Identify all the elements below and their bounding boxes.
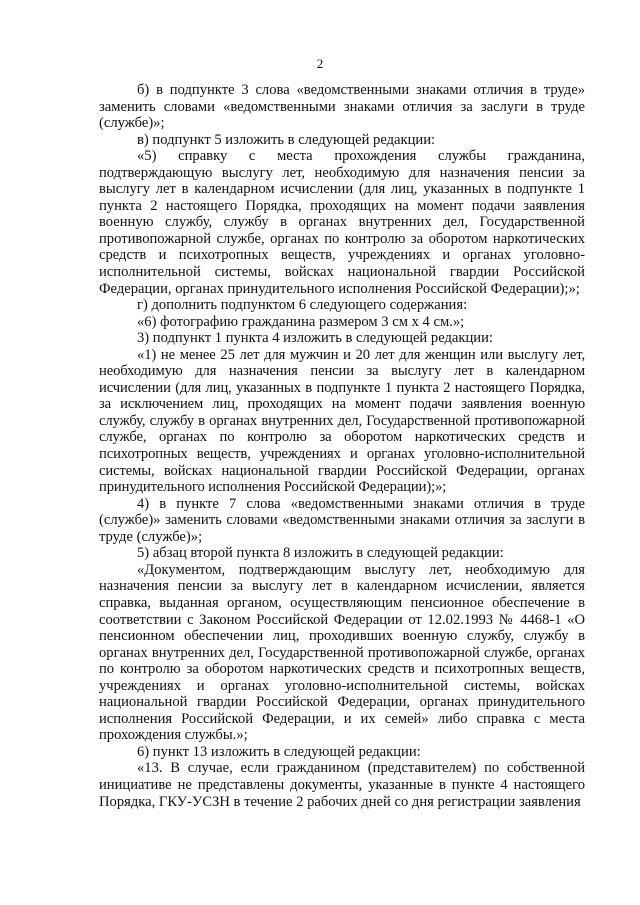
page-number: 2 bbox=[316, 56, 324, 71]
paragraph-item-8-text: «Документом, подтверждающим выслугу лет, необходимую для назначения пенсии за выслугу лет в календарном исчислении, является справка, выданная органом, осуществляющим пенсионное обеспечение в соответствии с Законом Российской Федерации от 12.02.1993 № 4468-1 «О пенсионном обеспечении лиц, проходивших военную службу, службу в органах внутренних дел, Государственной противопожарной службе, органах по контролю за оборотом наркотических средств и психотропных веществ, учреждениях и органах уголовно-исполнительной системы, войсках национальной гвардии Российской Федерации, органах принудительного исполнения Российской Федерации, и их семей» либо справка с места прохождения службы.»; bbox=[99, 561, 585, 744]
paragraph-item-6-intro: 6) пункт 13 изложить в следующей редакции: bbox=[137, 743, 421, 760]
document-body bbox=[99, 82, 585, 810]
paragraph-item-5-intro: 5) абзац второй пункта 8 изложить в следующей редакции: bbox=[137, 545, 504, 562]
paragraph-subpoint-1-text: «1) не менее 25 лет для мужчин и 20 лет для женщин или выслугу лет, необходимую для назначения пенсии за выслугу лет в календарном исчислении (для лиц, указанных в подпункте 1 пункта 2 настоящего Порядка, за исключением лиц, проходящих на момент подачи заявления военную службу, службу в органах внутренних дел, Государственной противопожарной службе, органах по контролю за оборотом наркотических средств и психотропных веществ, учреждениях и органах уголовно-исполнительной системы, войсках национальной гвардии Российской Федерации, органах принудительного исполнения Российской Федерации);»; bbox=[99, 346, 585, 496]
paragraph-b-subpoint-3: б) в подпункте 3 слова «ведомственными знаками отличия в труде» заменить словами «ведомственными знаками отличия за заслуги в труде (службе)»; bbox=[99, 82, 585, 132]
paragraph-item-4: 4) в пункте 7 слова «ведомственными знаками отличия в труде (службе)» заменить словами «ведомственными знаками отличия за заслуги в труде (службе)»; bbox=[99, 495, 585, 545]
paragraph-v-subpoint-5-intro: в) подпункт 5 изложить в следующей редакции: bbox=[137, 131, 436, 148]
paragraph-item-13-text: «13. В случае, если гражданином (представителем) по собственной инициативе не представлены документы, указанные в пункте 4 настоящего Порядка, ГКУ-УСЗН в течение 2 рабочих дней со дня регистрации заявления bbox=[99, 760, 585, 810]
paragraph-item-3-intro: 3) подпункт 1 пункта 4 изложить в следующей редакции: bbox=[137, 330, 493, 347]
paragraph-subpoint-6-text: «6) фотографию гражданина размером 3 см х 4 см.»; bbox=[137, 313, 465, 330]
paragraph-g-subpoint-6-intro: г) дополнить подпунктом 6 следующего содержания: bbox=[137, 297, 468, 314]
paragraph-subpoint-5-text: «5) справку с места прохождения службы гражданина, подтверждающую выслугу лет, необходимую для назначения пенсии за выслугу лет в календарном исчислении (для лиц, указанных в подпункте 1 пункта 2 настоящего Порядка, проходящих на момент подачи заявления военную службу, службу в органах внутренних дел, Государственной противопожарной службе, органах по контролю за оборотом наркотических средств и психотропных веществ, учреждениях и органах уголовно-исполнительной системы, войсках национальной гвардии Российской Федерации, органах принудительного исполнения Российской Федерации);»; bbox=[99, 148, 585, 297]
